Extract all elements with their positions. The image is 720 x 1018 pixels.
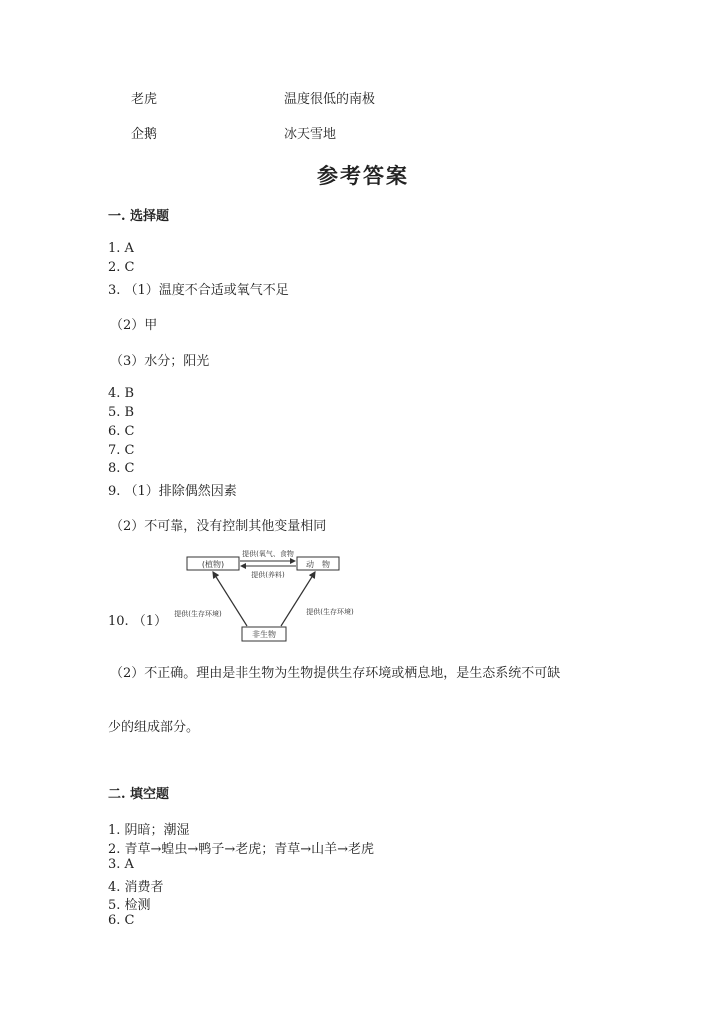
match-left-2: 企鹅: [131, 127, 158, 142]
answer-item: （2）甲: [110, 318, 158, 333]
q10-part2-line1: （2）不正确。理由是非生物为生物提供生存环境或栖息地，是生态系统不可缺: [110, 666, 561, 681]
answer-item: 5. B: [108, 405, 135, 420]
top-arrow-label: 提供(氧气、食物: [242, 550, 294, 558]
answer-item: 2. C: [108, 260, 135, 275]
bottom-arrow-label: 提供(养料): [251, 571, 285, 579]
answer-item: 7. C: [108, 443, 135, 458]
match-right-1: 温度很低的南极: [284, 92, 376, 107]
match-right-2: 冰天雪地: [284, 127, 337, 142]
section-heading-fill: 二. 填空题: [108, 787, 170, 802]
answer-item: （2）不可靠，没有控制其他变量相同: [110, 519, 327, 534]
right-arrow-label: 提供(生存环境): [306, 608, 354, 616]
answer-item: 8. C: [108, 461, 135, 476]
match-left-1: 老虎: [131, 92, 158, 107]
answer-item: （3）水分；阳光: [110, 354, 210, 369]
plant-label: (植物): [201, 560, 225, 569]
ecosystem-diagram: [160, 546, 370, 646]
answer-item: 2. 青草→蝗虫→鸭子→老虎；青草→山羊→老虎: [108, 842, 374, 857]
answer-item: 4. B: [108, 386, 135, 401]
answer-item: 9. （1）排除偶然因素: [108, 484, 237, 499]
arrow-nonliving-to-animal: [281, 572, 315, 626]
page-title: 参考答案: [317, 163, 409, 188]
answer-item: 6. C: [108, 913, 135, 928]
nonliving-label: 非生物: [252, 630, 276, 639]
answer-item: 4. 消费者: [108, 880, 164, 895]
answer-item: 6. C: [108, 424, 135, 439]
answer-item: 5. 检测: [108, 898, 151, 913]
section-heading-choice: 一. 选择题: [108, 209, 170, 224]
answer-item: 1. 阴暗；潮湿: [108, 823, 190, 838]
q10-label: 10. （1）: [108, 614, 168, 629]
animal-label: 动 物: [306, 560, 330, 569]
answer-item: 1. A: [108, 241, 134, 256]
q10-part2-line2: 少的组成部分。: [108, 720, 200, 735]
answer-item: 3. A: [108, 857, 134, 872]
answer-item: 3. （1）温度不合适或氧气不足: [108, 283, 289, 298]
left-arrow-label: 提供(生存环境): [174, 610, 222, 618]
